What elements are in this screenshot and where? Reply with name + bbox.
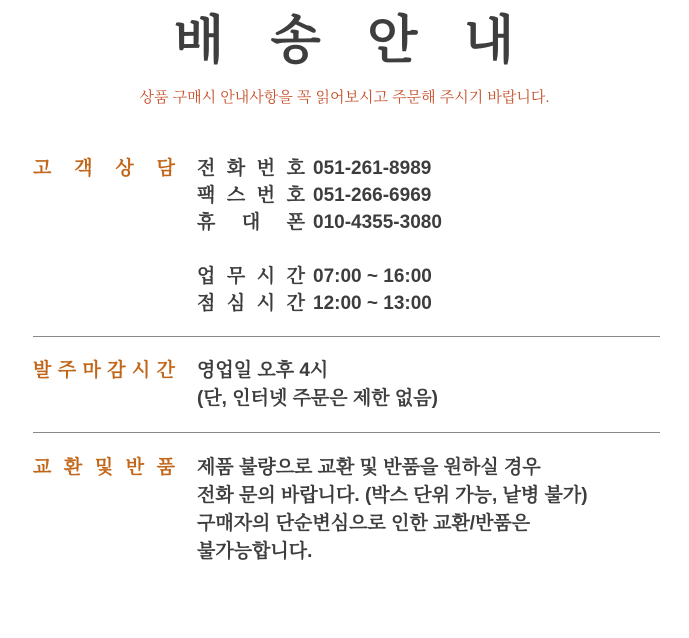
business-hours-row bbox=[197, 263, 442, 290]
exchange-return-line: 구매자의 단순변심으로 인한 교환/반품은 bbox=[197, 513, 531, 534]
section-exchange-return bbox=[33, 454, 660, 566]
section-label-customer-service: 고 객 상 담 bbox=[33, 158, 175, 179]
mobile-field-label: 휴 대 폰 bbox=[197, 212, 305, 233]
fax-number: 051-266-6969 bbox=[313, 185, 432, 206]
exchange-return-line: 불가능합니다. bbox=[197, 541, 313, 562]
business-hours-value: 07:00 ~ 16:00 bbox=[313, 266, 432, 287]
order-deadline-line: 영업일 오후 4시 bbox=[197, 360, 329, 381]
section-label-order-deadline: 발 주 마 감 시 간 bbox=[33, 360, 175, 381]
lunch-hours-value: 12:00 ~ 13:00 bbox=[313, 293, 432, 314]
exchange-return-line: 전화 문의 바랍니다. (박스 단위 가능, 낱병 불가) bbox=[197, 485, 588, 506]
section-label-exchange-return: 교 환 및 반 품 bbox=[33, 457, 175, 478]
exchange-return-line: 제품 불량으로 교환 및 반품을 원하실 경우 bbox=[197, 457, 541, 478]
fax-field-label: 팩 스 번 호 bbox=[197, 185, 305, 206]
page-title: 배 송 안 내 bbox=[173, 12, 516, 70]
lunch-hours-row bbox=[197, 290, 442, 317]
fax-row bbox=[197, 182, 442, 209]
order-deadline-note: (단, 인터넷 주문은 제한 없음) bbox=[197, 388, 438, 409]
exchange-return-content bbox=[197, 454, 588, 566]
business-hours-field-label: 업 무 시 간 bbox=[197, 266, 305, 287]
section-customer-service bbox=[33, 155, 660, 317]
lunch-hours-field-label: 점 심 시 간 bbox=[197, 293, 305, 314]
row-spacer bbox=[197, 236, 442, 263]
order-deadline-content bbox=[197, 357, 438, 413]
customer-service-content bbox=[197, 155, 442, 317]
page-subtitle: 상품 구매시 안내사항을 꼭 읽어보시고 주문해 주시기 바랍니다. bbox=[139, 89, 550, 106]
phone-field-label: 전 화 번 호 bbox=[197, 158, 305, 179]
section-order-deadline bbox=[33, 357, 660, 413]
phone-number: 051-261-8989 bbox=[313, 158, 432, 179]
mobile-row bbox=[197, 209, 442, 236]
phone-row bbox=[197, 155, 442, 182]
mobile-number: 010-4355-3080 bbox=[313, 212, 442, 233]
section-divider bbox=[33, 432, 660, 433]
section-divider bbox=[33, 336, 660, 337]
